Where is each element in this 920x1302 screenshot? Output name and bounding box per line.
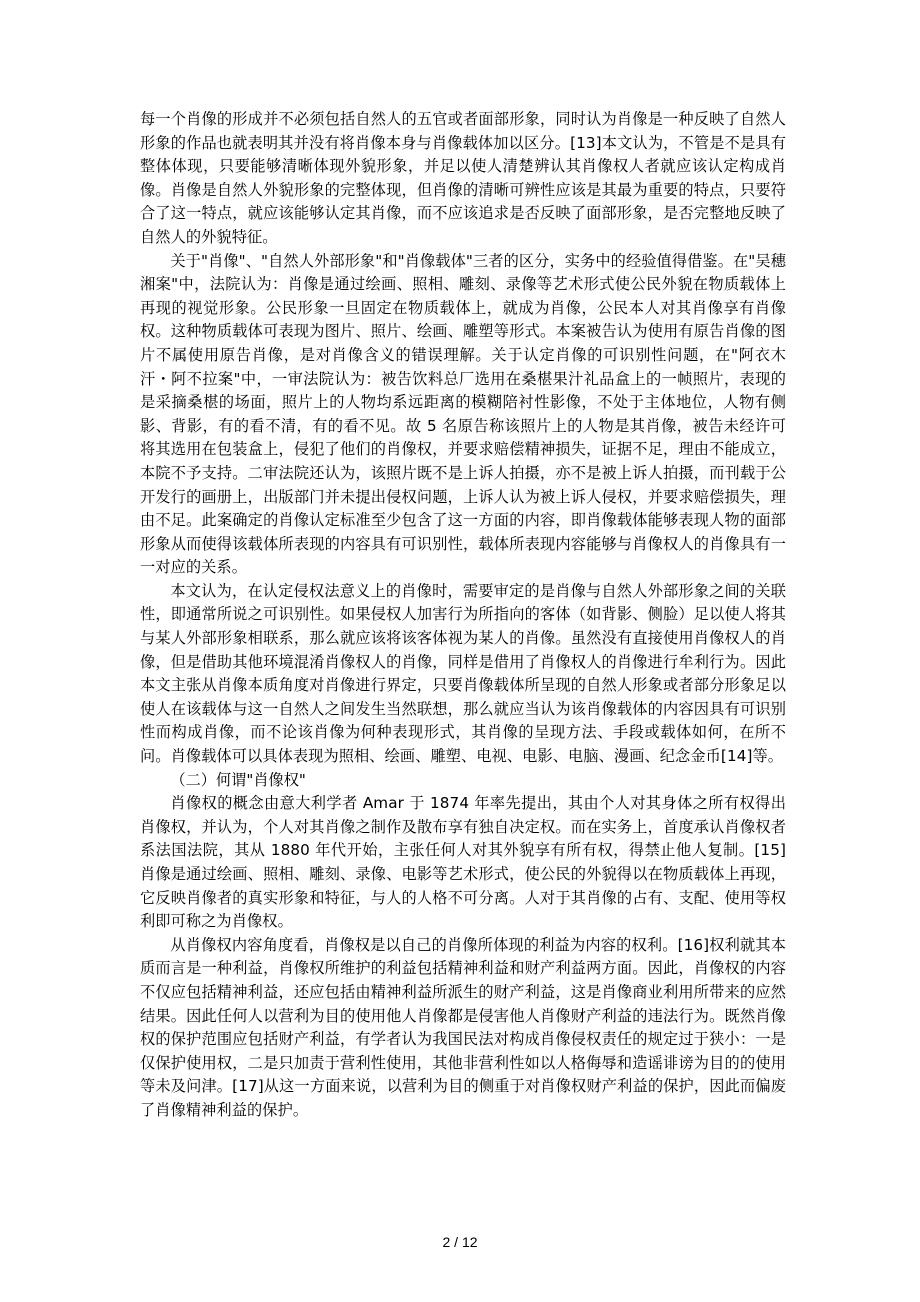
paragraph-identifiability: 本文认为，在认定侵权法意义上的肖像时，需要审定的是肖像与自然人外部形象之间的关联性，即通常所说之可识别性。如果侵权人加害行为所指向的客体（如背影、侧脸）足以使人将其与某人外部形象相联系，那么就应该将该客体视为某人的肖像。虽然没有直接使用肖像权人的肖像，但是借助其他环境混淆肖像权人的肖像，同样是借用了肖像权人的肖像进行牟利行为。因此本文主张从肖像本质角度对肖像进行界定，只要肖像载体所呈现的自然人形象或者部分形象足以使人在该载体与这一自然人之间发生当然联想，那么就应当认为该肖像载体的内容因具有可识别性而构成肖像，而不论该肖像为何种表现形式，其肖像的呈现方法、手段或载体如何，在所不问。肖像载体可以具体表现为照相、绘画、雕塑、电视、电影、电脑、漫画、纪念金币[14]等。 (140, 581, 786, 766)
paragraph-portrait-distinction: 关于"肖像"、"自然人外部形象"和"肖像载体"三者的区分，实务中的经验值得借鉴。在"吴穗湘案"中，法院认为：肖像是通过绘画、照相、雕刻、录像等艺术形式使公民外貌在物质载体上再现的视觉形象。公民形象一旦固定在物质载体上，就成为肖像，公民本人对其肖像享有肖像权。这种物质载体可表现为图片、照片、绘画、雕塑等形式。本案被告认为使用有原告肖像的图片不属使用原告肖像，是对肖像含义的错误理解。关于认定肖像的可识别性问题，在"阿衣木汗・阿不拉案"中，一审法院认为：被告饮料总厂选用在桑椹果汁礼品盒上的一帧照片，表现的是采摘桑椹的场面，照片上的人物均系远距离的模糊陪衬性影像，不处于主体地位，人物有侧影、背影，有的看不清，有的看不见。故 5 名原告称该照片上的人物是其肖像，被告未经许可将其选用在包装盒上，侵犯了他们的肖像权，并要求赔偿精神损失，证据不足，理由不能成立，本院不予支持。二审法院还认为，该照片既不是上诉人拍摄，亦不是被上诉人拍摄，而刊载于公开发行的画册上，出版部门并未提出侵权问题，上诉人认为被上诉人侵权，并要求赔偿损失，理由不足。此案确定的肖像认定标准至少包含了这一方面的内容，即肖像载体能够表现人物的面部形象从而使得该载体所表现的内容具有可识别性，载体所表现内容能够与肖像权人的肖像具有一一对应的关系。 (140, 251, 786, 577)
paragraph-continuation: 每一个肖像的形成并不必须包括自然人的五官或者面部形象，同时认为肖像是一种反映了自然人形象的作品也就表明其并没有将肖像本身与肖像载体加以区分。[13]本文认为，不管是不是具有整体体现，只要能够清晰体现外貌形象，并足以使人清楚辨认其肖像权人者就应该认定构成肖像。肖像是自然人外貌形象的完整体现，但肖像的清晰可辨性应该是其最为重要的特点，只要符合了这一特点，就应该能够认定其肖像，而不应该追求是否反映了面部形象，是否完整地反映了自然人的外貌特征。 (140, 110, 786, 246)
paragraph-right-content: 从肖像权内容角度看，肖像权是以自己的肖像所体现的利益为内容的权利。[16]权利就其本质而言是一种利益，肖像权所维护的利益包括精神利益和财产利益两方面。因此，肖像权的内容不仅应包括精神利益，还应包括由精神利益所派生的财产利益，这是肖像商业利用所带来的应然结果。因此任何人以营利为目的使用他人肖像都是侵害他人肖像财产利益的违法行为。既然肖像权的保护范围应包括财产利益，有学者认为我国民法对构成肖像侵权责任的规定过于狭小：一是仅保护使用权，二是只加责于营利性使用，其他非营利性如以人格侮辱和造谣诽谤为目的的使用等未及问津。[17]从这一方面来说，以营利为目的侧重于对肖像权财产利益的保护，因此而偏废了肖像精神利益的保护。 (140, 935, 786, 1119)
paragraph-right-concept: 肖像权的概念由意大利学者 Amar 于 1874 年率先提出，其由个人对其身体之所有权得出肖像权，并认为，个人对其肖像之制作及散布享有独自决定权。而在实务上，首度承认肖像权者系法国法院，其从 1880 年代开始，主张任何人对其外貌享有所有权，得禁止他人复制。[15]肖像是通过绘画、照相、雕刻、录像、电影等艺术形式，使公民的外貌得以在物质载体上再现，它反映肖像者的真实形象和特征，与人的人格不可分离。人对于其肖像的占有、支配、使用等权利即可称之为肖像权。 (140, 794, 786, 931)
document-body (140, 108, 786, 1123)
page-indicator: 2 / 12 (442, 1234, 478, 1250)
section-heading: （二）何谓"肖像权" (170, 770, 306, 789)
